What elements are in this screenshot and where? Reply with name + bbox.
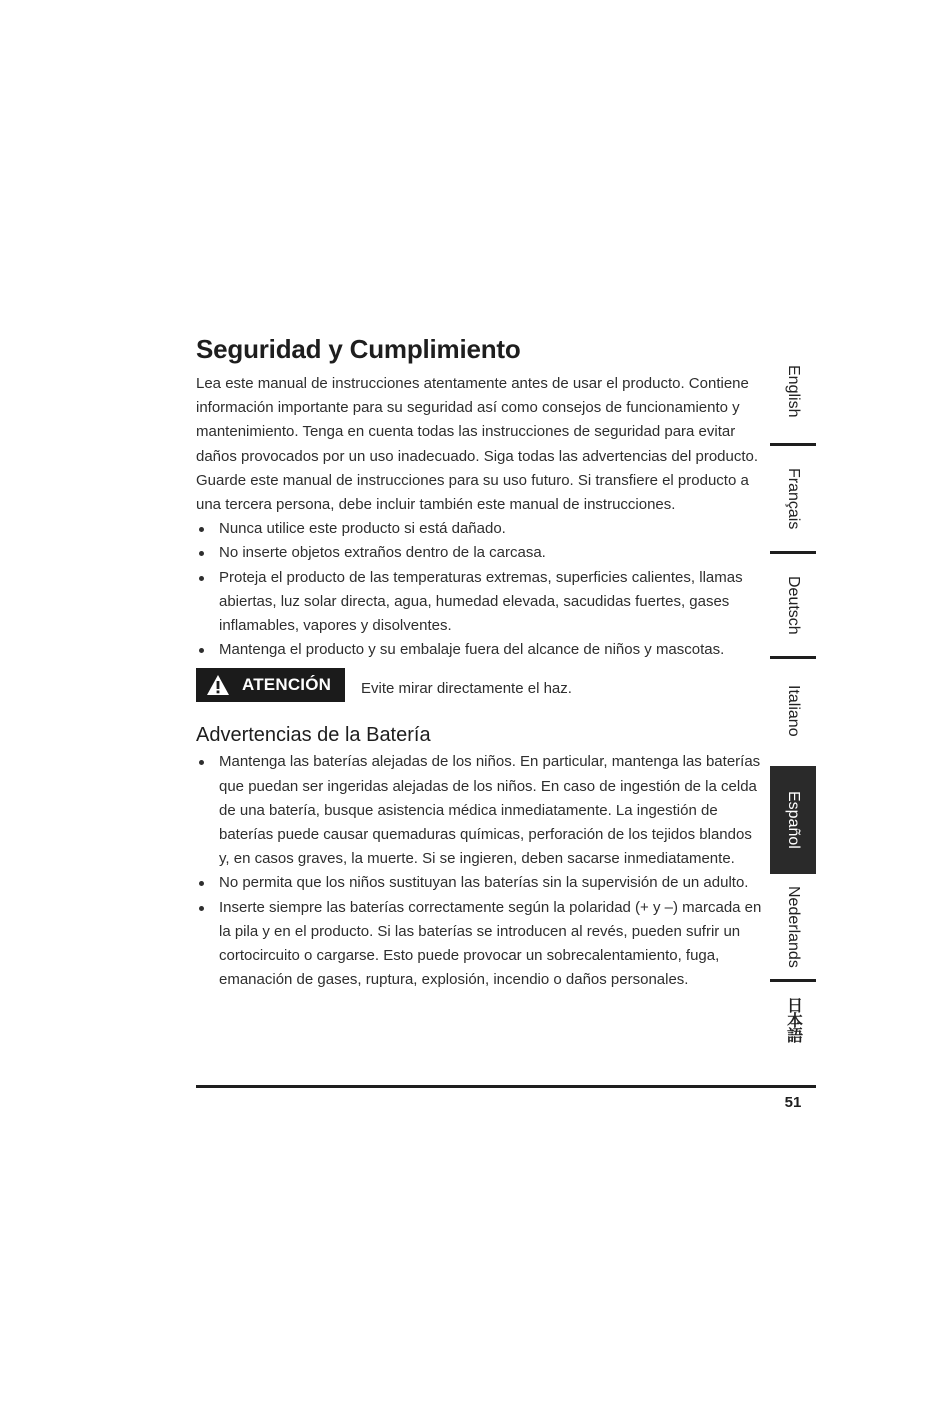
tab-nederlands[interactable] [770,877,816,977]
page-number: 51 [784,1094,802,1111]
tab-english[interactable] [770,340,816,443]
list-item: No inserte objetos extraños dentro de la carcasa. [196,541,762,565]
tab-espanol[interactable] [770,766,816,874]
safety-list [196,517,762,662]
battery-list [196,750,762,992]
intro-paragraph: Lea este manual de instrucciones atentamente antes de usar el producto. Contiene información importante para su seguridad así como consejos de funcionamiento y mantenimiento. Tenga en cuenta todas las instrucciones de seguridad para evitar daños provocados por un uso inadecuado. Siga todas las advertencias del producto. Guarde este manual de instrucciones para su uso futuro. Si transfiere el producto a una tercera persona, debe incluir también este manual de instrucciones. [196,375,759,514]
list-item: Mantenga las baterías alejadas de los niños. En particular, mantenga las baterías que puedan ser ingeridas alejadas de los niños. En caso de ingestión de la celda de una batería, busque asistencia médica inmediatamente. La ingestión de baterías puede causar quemaduras químicas, perforación de los tejidos blandos y, en casos graves, la muerte. Si se ingieren, deben sacarse inmediatamente. [196,750,762,871]
footer-divider [196,1085,816,1088]
page-title: Seguridad y Cumplimiento [196,334,521,364]
warning-badge [196,668,345,702]
list-item: Nunca utilice este producto si está dañado. [196,517,762,541]
warning-row [196,668,762,702]
tab-label: Français [785,467,802,530]
warning-triangle-icon [206,674,230,696]
tab-deutsch[interactable] [770,554,816,656]
warning-text: Evite mirar directamente el haz. [361,679,572,697]
tab-label: 日本語 [784,996,802,1042]
tab-francais[interactable] [770,446,816,551]
tab-japanese[interactable] [770,988,816,1050]
tab-label: English [785,365,802,418]
list-item: Proteja el producto de las temperaturas extremas, superficies calientes, llamas abiertas, luz solar directa, agua, humedad elevada, sacudidas fuertes, gases inflamables, vapores y disolventes. [196,566,762,639]
tab-italiano[interactable] [770,659,816,763]
tab-label: Español [785,791,802,849]
warning-label: ATENCIÓN [242,675,332,695]
list-item: Mantenga el producto y su embalaje fuera del alcance de niños y mascotas. [196,638,762,662]
battery-section-title: Advertencias de la Batería [196,724,431,747]
list-item: No permita que los niños sustituyan las baterías sin la supervisión de un adulto. [196,871,762,895]
tab-label: Deutsch [785,575,802,635]
tab-divider [770,979,816,982]
tab-label: Nederlands [785,886,802,968]
main-content [196,330,762,992]
tab-label: Italiano [785,685,802,737]
list-item: Inserte siempre las baterías correctamente según la polaridad (+ y –) marcada en la pila y en el producto. Si las baterías se introducen al revés, pueden sufrir un cortocircuito o cargarse. Esto puede provocar un sobrecalentamiento, fuga, emanación de gases, ruptura, explosión, incendio o daños personales. [196,896,762,993]
